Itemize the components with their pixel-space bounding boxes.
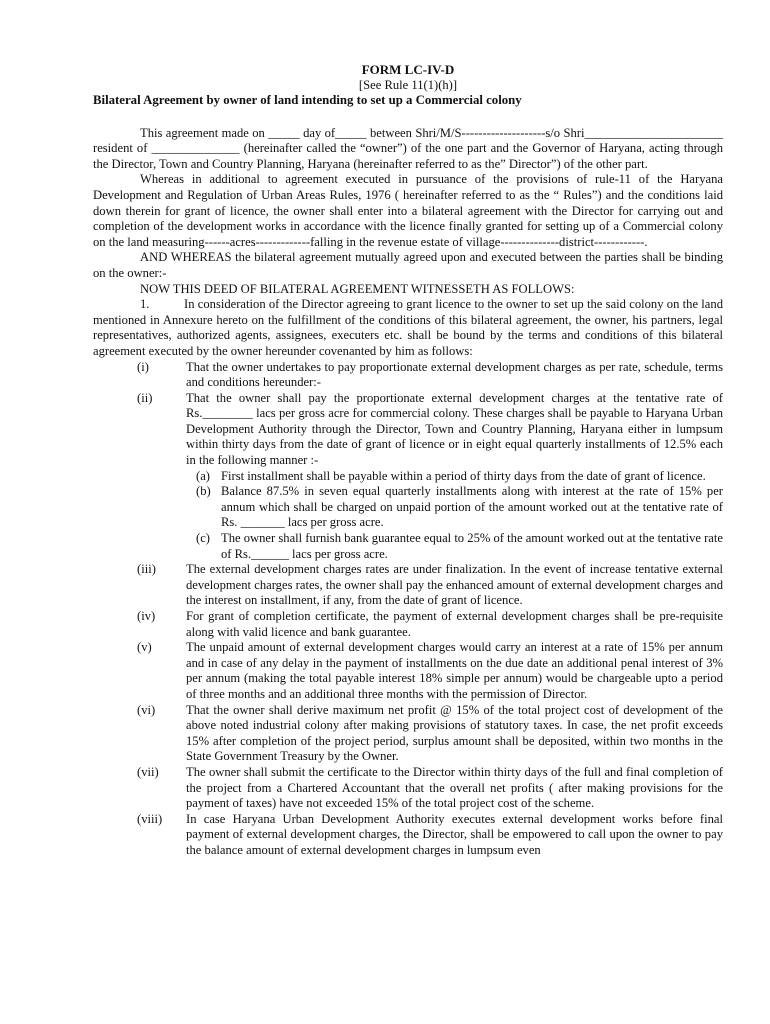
sub-item-text: Balance 87.5% in seven equal quarterly installments along with interest at the rate of 15% per annum which shall be charged on unpaid portion of the amount worked out at the tentative rate of Rs. _______ lacs per gross acre. (221, 484, 723, 530)
item-text: The unpaid amount of external development charges would carry an interest at a rate of 15% per annum and in case of any delay in the payment of installments on the due date an additional penal interest of 3% per annum (making the total payable interest 18% simple per annum) would be chargeable upto a period of three months and an additional three months with the permission of Director. (186, 640, 723, 701)
item-text: For grant of completion certificate, the payment of external development charges shall be pre-requisite along with valid licence and bank guarantee. (186, 609, 723, 639)
sub-item (196, 531, 723, 562)
form-title: FORM LC-IV-D (361, 62, 455, 77)
list-item (137, 765, 723, 812)
item-number: (vi) (137, 702, 156, 717)
list-item (137, 562, 723, 609)
item-number: (vii) (137, 764, 159, 779)
clause-1-number: 1. (140, 297, 150, 312)
item-text: The owner shall submit the certificate to the Director within thirty days of the full and final completion of the project from a Chartered Accountant that the overall net profits ( after making provisions for the payment of taxes) have not exceeded 15% of the total project cost of the scheme. (186, 764, 723, 811)
sub-item-number: (a) (196, 468, 210, 483)
rule-reference: [See Rule 11(1)(h)] (358, 78, 458, 92)
document-header (93, 62, 723, 93)
list-item (137, 609, 723, 640)
clause-1 (93, 297, 723, 359)
sub-item-number: (c) (196, 531, 210, 546)
list-item (137, 812, 723, 859)
paragraph-witnesseth: NOW THIS DEED OF BILATERAL AGREEMENT WITNESSETH AS FOLLOWS: (140, 281, 575, 296)
document-page (93, 62, 723, 859)
item-number: (ii) (137, 390, 153, 405)
item-number: (iii) (137, 562, 156, 577)
sub-item (196, 484, 723, 531)
item-text: In case Haryana Urban Development Authority executes external development works before final payment of external development charges, the Director, shall be empowered to call upon the owner to pay the balance amount of external development charges in lumpsum even (186, 811, 723, 857)
item-text: That the owner shall derive maximum net profit @ 15% of the total project cost of development of the above noted industrial colony after making provisions of statutory taxes. In case, the net profit exceeds 15% after completion of the project period, surplus amount shall be deposited, within two months in the State Government Treasury by the Owner. (186, 702, 723, 764)
paragraph-and-whereas: AND WHEREAS the bilateral agreement mutually agreed upon and executed between the parties shall be binding on the owner:- (93, 250, 723, 280)
paragraph-parties: This agreement made on _____ day of_____ between Shri/M/S--------------------s/o Shri______________________ resident of ______________ (hereinafter called the “owner”) of the one part and the Governor of Haryana, acting through the Director, Town and Country Planning, Haryana (hereinafter referred to as the” Director”) of the other part. (93, 125, 723, 171)
list-item (137, 703, 723, 765)
item-number: (v) (137, 640, 152, 655)
list-item (137, 640, 723, 702)
sub-item-text: First installment shall be payable within a period of thirty days from the date of grant of licence. (221, 468, 706, 483)
item-number: (i) (137, 359, 149, 374)
list-item (137, 360, 723, 391)
agreement-subject: Bilateral Agreement by owner of land intending to set up a Commercial colony (93, 93, 522, 107)
item-number: (viii) (137, 811, 163, 826)
sub-item (196, 469, 723, 485)
clause-1-text: In consideration of the Director agreeing to grant licence to the owner to set up the said colony on the land mentioned in Annexure hereto on the fulfillment of the conditions of this bilateral agreement, the owner, his partners, legal representatives, authorized agents, assignees, executers etc. shall be bound by the terms and conditions of this bilateral agreement executed by the owner hereunder covenanted by him as follows: (93, 297, 723, 358)
paragraph-whereas: Whereas in additional to agreement executed in pursuance of the provisions of rule-11 of the Haryana Development and Regulation of Urban Areas Rules, 1976 ( hereinafter referred to as the “ Rules”) and the conditions laid down therein for grant of licence, the owner shall enter into a bilateral agreement with the Director for carrying out and completion of the development works in accordance with the licence finally granted for setting up of a Commercial colony on the land measuring------acres-------------falling in the revenue estate of village--------------district------------. (93, 172, 723, 249)
list-item (137, 391, 723, 469)
item-text: That the owner undertakes to pay proportionate external development charges as per rate, schedule, terms and conditions hereunder:- (186, 359, 723, 390)
sub-item-text: The owner shall furnish bank guarantee equal to 25% of the amount worked out at the tentative rate of Rs.______ lacs per gross acre. (221, 531, 723, 561)
sub-item-number: (b) (196, 484, 211, 499)
item-text: That the owner shall pay the proportionate external development charges at the tentative rate of Rs.________ lacs per gross acre for commercial colony. These charges shall be payable to Haryana Urban Development Authority through the Director, Town and Country Planning, Haryana either in lumpsum within thirty days from the date of grant of licence or in eight equal quarterly installments of 12.5% each in the following manner :- (186, 390, 723, 468)
item-text: The external development charges rates are under finalization. In the event of increase tentative external development charges rates, the owner shall pay the enhanced amount of external development charges and the interest on installment, if any, from the date of grant of licence. (186, 562, 723, 608)
item-number: (iv) (137, 609, 156, 623)
